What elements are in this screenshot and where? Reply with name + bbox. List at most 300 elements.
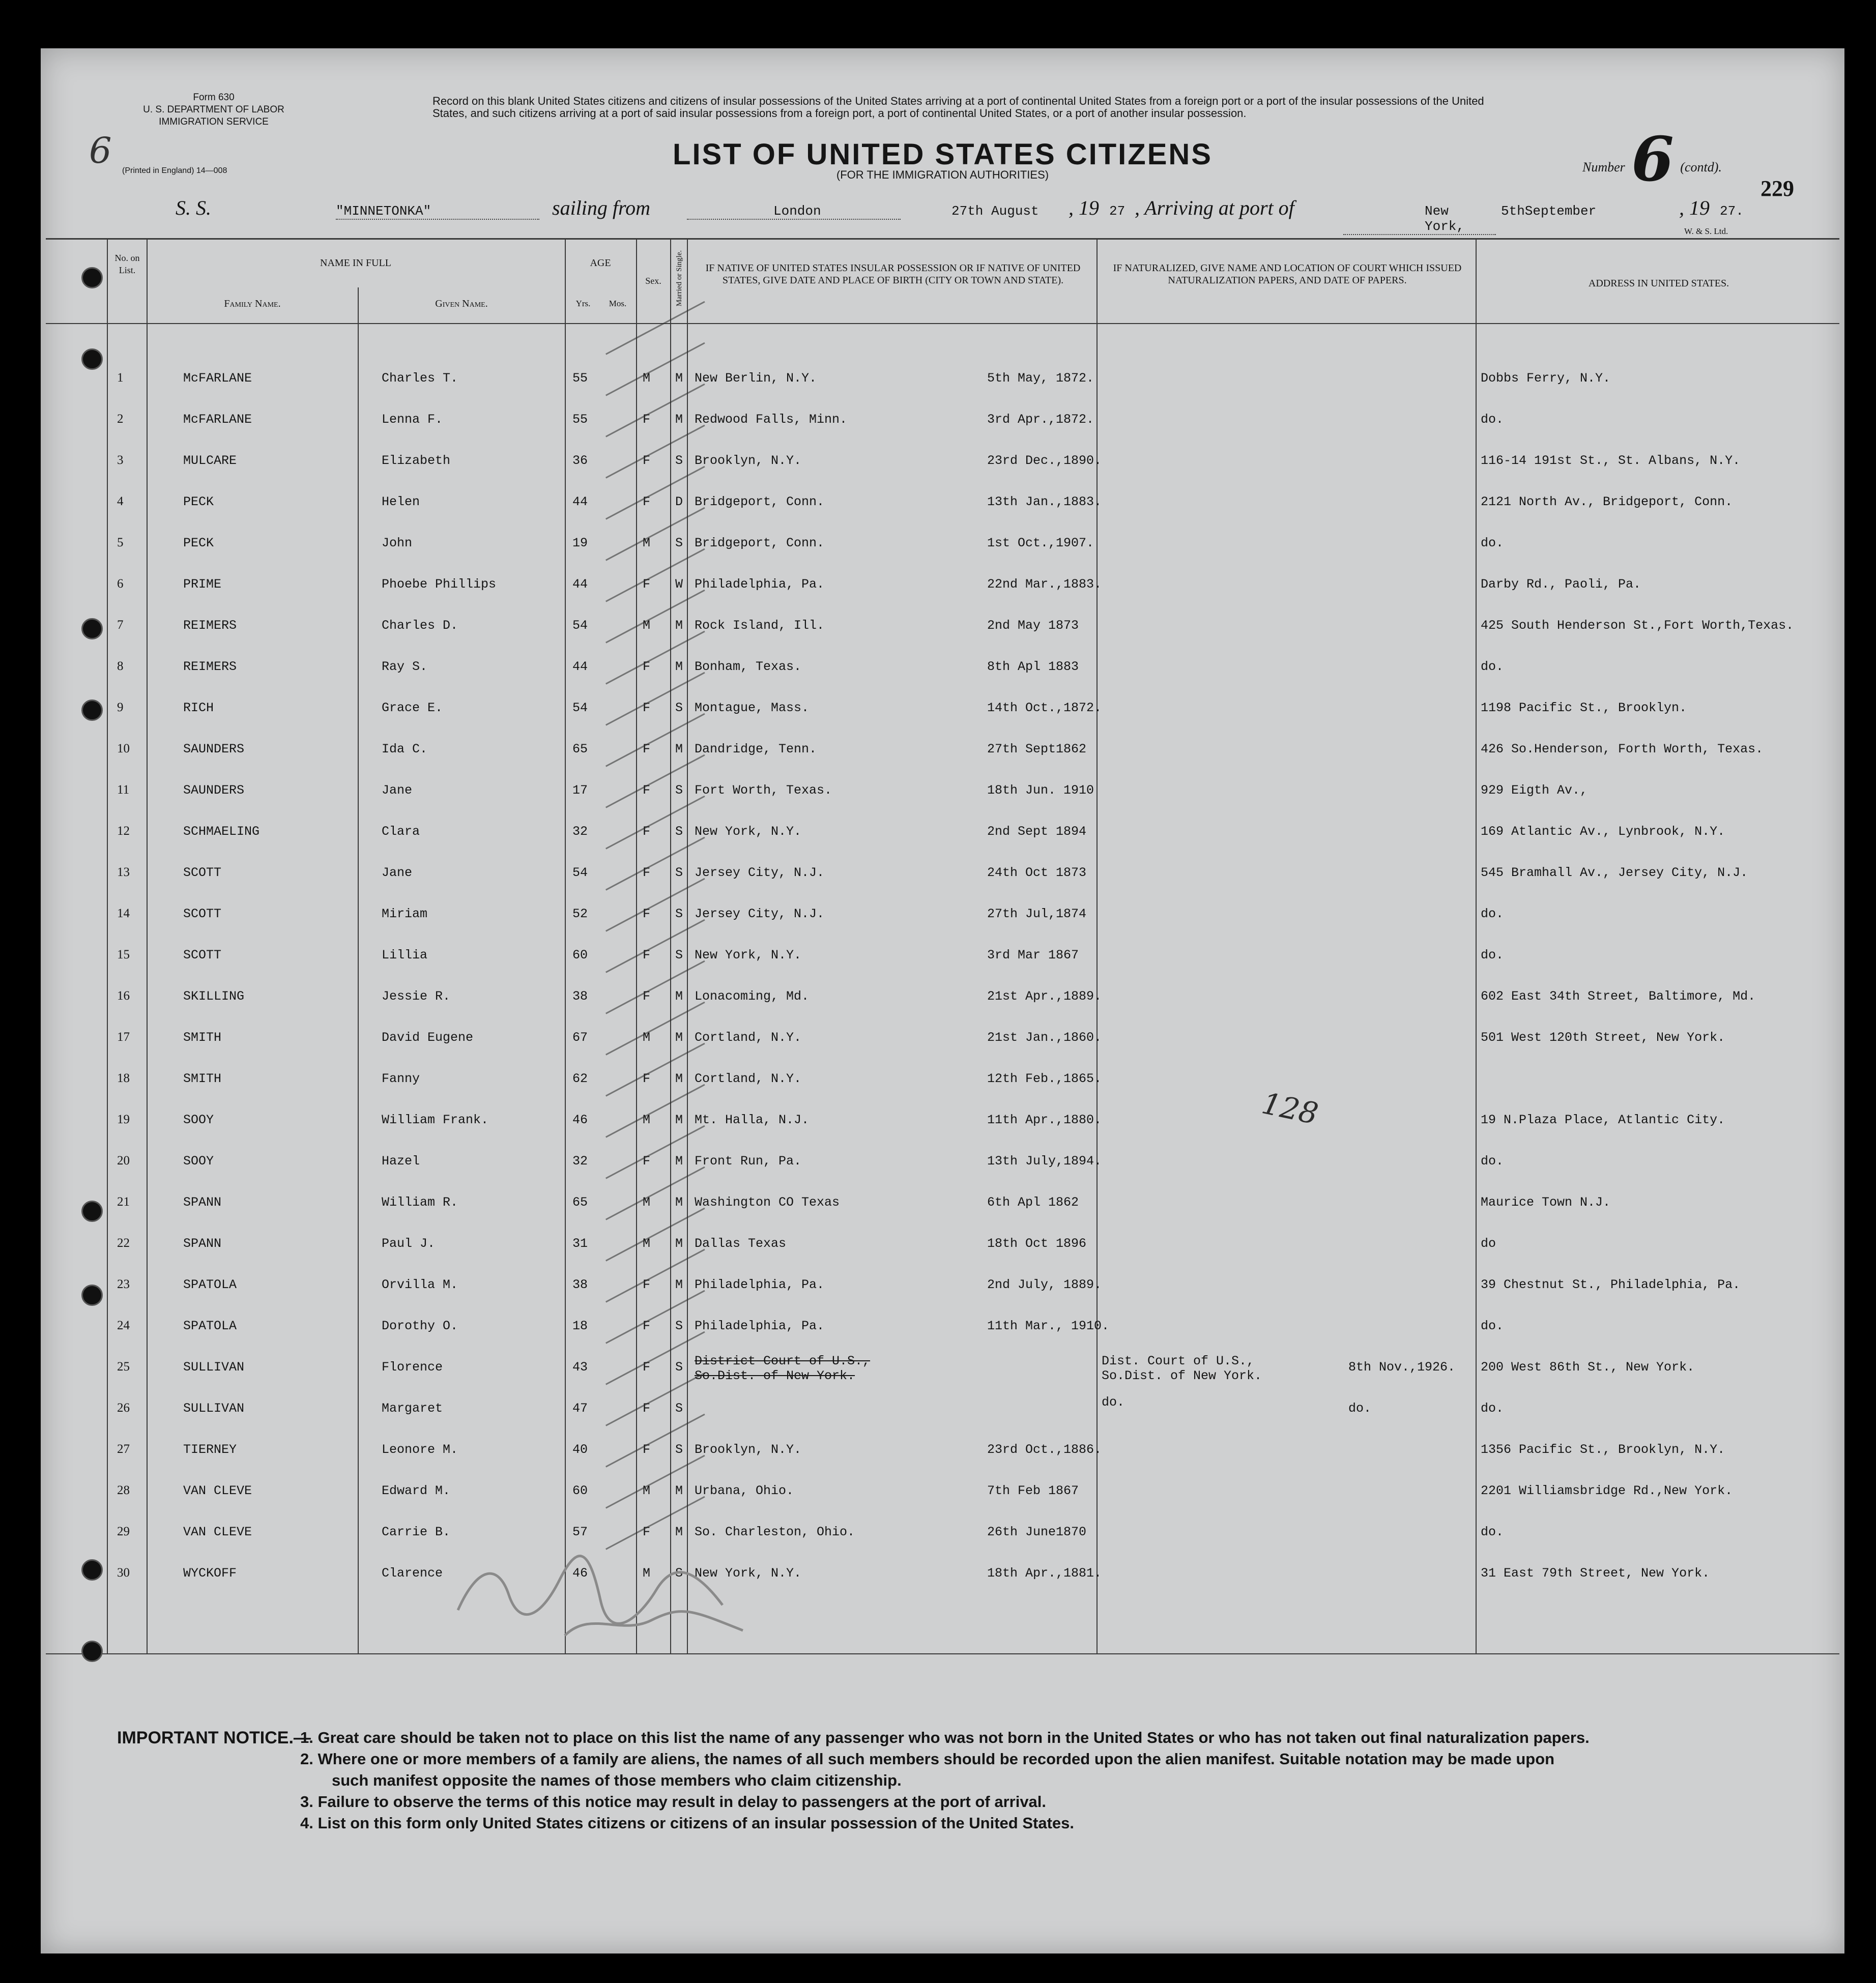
birth-date: 22nd Mar.,1883. [987,577,1102,592]
row-number: 23 [117,1277,130,1291]
family-name: PECK [183,494,214,509]
manifest-sheet [41,48,1844,1953]
punch-hole [81,699,103,721]
birth-place: Redwood Falls, Minn. [695,412,848,427]
birth-date: 3rd Mar 1867 [987,948,1079,963]
sex: F [643,659,651,674]
header-given-name: Given Name. [435,298,488,309]
marital-status: S [675,453,683,468]
given-name: Elizabeth [382,453,451,468]
birth-date: 21st Jan.,1860. [987,1030,1102,1045]
table-row [41,1549,1844,1590]
row-number: 24 [117,1319,130,1332]
sex: F [643,824,651,839]
year-prefix-2: , 19 [1679,196,1710,219]
family-name: VAN CLEVE [183,1483,252,1498]
table-row [41,1136,1844,1178]
marital-status: S [675,907,683,921]
marital-status: M [675,618,683,633]
sex: F [643,742,651,756]
row-number: 25 [117,1360,130,1374]
margin-note: 6 [89,130,112,171]
marital-status: M [675,1195,683,1210]
marital-status: M [675,742,683,756]
notice-item: 4. List on this form only United States citizens or citizens of an insular possession of the United States. [300,1814,1074,1832]
age-years: 17 [572,783,588,798]
age-years: 40 [572,1442,588,1457]
header-mos: Mos. [609,299,627,308]
marital-status: M [675,1483,683,1498]
year-2: 27. [1720,203,1744,219]
birth-date: 2nd May 1873 [987,618,1079,633]
family-name: PRIME [183,577,222,592]
us-address: Dobbs Ferry, N.Y. [1481,371,1611,386]
row-number: 30 [117,1566,130,1580]
birth-date: 27th Jul,1874 [987,907,1087,921]
marital-status: W [675,577,683,592]
us-address: 2201 Williamsbridge Rd.,New York. [1481,1483,1733,1498]
table-row [41,1178,1844,1219]
sex: M [643,1113,651,1127]
table-top-rule [46,238,1839,240]
given-name: William Frank. [382,1113,489,1127]
form-number: Form 630 [193,92,235,103]
number-suffix: (contd). [1680,160,1722,174]
birth-date: 12th Feb.,1865. [987,1071,1102,1086]
sex: F [643,1525,651,1539]
marital-status: S [675,783,683,798]
header-sex: Sex. [645,276,661,286]
family-name: SCOTT [183,865,222,880]
notice-items [300,1727,1590,1834]
us-address: do. [1481,1154,1504,1169]
family-name: SPANN [183,1195,222,1210]
marital-status: M [675,989,683,1004]
given-name: Clarence [382,1566,443,1581]
given-name: David Eugene [382,1030,474,1045]
birth-date: 2nd Sept 1894 [987,824,1087,839]
age-years: 46 [572,1566,588,1581]
family-name: McFARLANE [183,412,252,427]
arrival-date: 5thSeptember [1501,203,1597,219]
family-name: SPATOLA [183,1277,237,1292]
family-name: SCHMAELING [183,824,260,839]
us-address: 501 West 120th Street, New York. [1481,1030,1725,1045]
birth-place: Philadelphia, Pa. [695,1277,825,1292]
given-name: Lenna F. [382,412,443,427]
birth-place: Fort Worth, Texas. [695,783,832,798]
header-name-in-full: NAME IN FULL [320,257,391,269]
birth-place: So. Charleston, Ohio. [695,1525,855,1539]
given-name: John [382,536,413,550]
sex: M [643,1030,651,1045]
header-family-name: Family Name. [224,298,281,309]
birth-date: 27th Sept1862 [987,742,1087,756]
age-years: 19 [572,536,588,550]
page-number: 229 [1760,176,1794,201]
punch-hole [81,348,103,370]
header-naturalized: IF NATURALIZED, GIVE NAME AND LOCATION OF COURT WHICH ISSUED NATURALIZATION PAPERS, AND DATE OF PAPERS. [1113,263,1462,286]
sex: M [643,1483,651,1498]
row-number: 28 [117,1483,130,1497]
given-name: William R. [382,1195,458,1210]
given-name: Grace E. [382,701,443,715]
page-subtitle: (FOR THE IMMIGRATION AUTHORITIES) [836,168,1049,181]
birth-place: Bridgeport, Conn. [695,536,825,550]
marital-status: M [675,371,683,386]
marital-status: M [675,412,683,427]
sailing-label: sailing from [552,196,650,219]
table-row [41,1343,1844,1384]
marital-status: S [675,701,683,715]
table-row [41,1013,1844,1054]
us-address: Maurice Town N.J. [1481,1195,1611,1210]
row-number: 7 [117,618,124,632]
table-row [41,642,1844,683]
given-name: Phoebe Phillips [382,577,497,592]
row-number: 29 [117,1525,130,1538]
age-years: 54 [572,701,588,715]
age-years: 31 [572,1236,588,1251]
given-name: Helen [382,494,420,509]
family-name: SCOTT [183,948,222,963]
row-number: 20 [117,1154,130,1168]
table-row [41,518,1844,560]
age-years: 38 [572,989,588,1004]
birth-place: Cortland, N.Y. [695,1071,802,1086]
table-row [41,766,1844,807]
us-address: 2121 North Av., Bridgeport, Conn. [1481,494,1733,509]
table-row [41,724,1844,766]
number-label: Number [1582,160,1625,174]
sex: F [643,907,651,921]
form-block [117,92,310,128]
marital-status: M [675,1030,683,1045]
birth-place: Philadelphia, Pa. [695,577,825,592]
notice-label: IMPORTANT NOTICE.— [117,1728,311,1747]
sex: M [643,1195,651,1210]
record-instructions: Record on this blank United States citizens and citizens of insular possessions of the United States arriving at a port of continental United States from a foreign port or a port of the insular possessions of the United States, and such citizens arriving at a port of said insular possessions from a foreign port, a port of continental United States, or a port of another insular possession. [432,95,1484,120]
age-years: 44 [572,659,588,674]
marital-status: D [675,494,683,509]
age-years: 38 [572,1277,588,1292]
us-address: 1356 Pacific St., Brooklyn, N.Y. [1481,1442,1725,1457]
row-number: 11 [117,783,130,797]
birth-place: Bridgeport, Conn. [695,494,825,509]
age-years: 36 [572,453,588,468]
printed-note: (Printed in England) 14—008 [122,166,227,175]
row-number: 26 [117,1401,130,1415]
birth-place: Montague, Mass. [695,701,810,715]
printer-mark: W. & S. Ltd. [1684,226,1728,236]
table-row [41,889,1844,930]
row-number: 8 [117,659,124,673]
family-name: SOOY [183,1154,214,1169]
sex: F [643,1154,651,1169]
row-number: 17 [117,1030,130,1044]
us-address: do. [1481,659,1504,674]
table-row [41,848,1844,889]
age-years: 55 [572,412,588,427]
header-married-single: Married or Single. [675,250,683,307]
birth-place: Jersey City, N.J. [695,907,825,921]
row-number: 14 [117,907,130,920]
punch-hole [81,1201,103,1222]
given-name: Miriam [382,907,428,921]
given-name: Lillia [382,948,428,963]
table-row [41,601,1844,642]
table-row [41,1095,1844,1136]
sex: F [643,989,651,1004]
sex: F [643,1360,651,1375]
us-address: do [1481,1236,1496,1251]
naturalization-court: Dist. Court of U.S., So.Dist. of New York. [1102,1354,1262,1383]
given-name: Florence [382,1360,443,1375]
table-row [41,1219,1844,1260]
age-years: 65 [572,1195,588,1210]
sex: M [643,536,651,550]
given-name: Ida C. [382,742,428,756]
sex: F [643,783,651,798]
us-address: do. [1481,536,1504,550]
header-birth: IF NATIVE OF UNITED STATES INSULAR POSSESSION OR IF NATIVE OF UNITED STATES, GIVE DATE AND PLACE OF BIRTH (CITY OR TOWN AND STATE). [705,263,1081,286]
age-years: 32 [572,824,588,839]
birth-date: 7th Feb 1867 [987,1483,1079,1498]
arrival-port: New York, [1343,203,1496,235]
age-years: 55 [572,371,588,386]
family-name: WYCKOFF [183,1566,237,1581]
row-number: 10 [117,742,130,755]
given-name: Margaret [382,1401,443,1416]
birth-date: 11th Apr.,1880. [987,1113,1102,1127]
ss-label: S. S. [176,196,211,219]
family-name: MULCARE [183,453,237,468]
row-number: 19 [117,1113,130,1126]
notice-item: 3. Failure to observe the terms of this notice may result in delay to passengers at the port of arrival. [300,1793,1047,1811]
family-name: SULLIVAN [183,1360,245,1375]
birth-date: 13th July,1894. [987,1154,1102,1169]
us-address: 1198 Pacific St., Brooklyn. [1481,701,1687,715]
family-name: SPATOLA [183,1319,237,1333]
family-name: PECK [183,536,214,550]
family-name: SAUNDERS [183,742,245,756]
sail-date: 27th August [951,203,1039,219]
us-address: 602 East 34th Street, Baltimore, Md. [1481,989,1756,1004]
birth-place: Dallas Texas [695,1236,787,1251]
family-name: SOOY [183,1113,214,1127]
birth-place: Cortland, N.Y. [695,1030,802,1045]
row-number: 1 [117,371,124,385]
birth-date: 3rd Apr.,1872. [987,412,1094,427]
age-years: 44 [572,494,588,509]
header-yrs: Yrs. [575,299,591,308]
marital-status: M [675,1154,683,1169]
family-name: TIERNEY [183,1442,237,1457]
age-years: 54 [572,618,588,633]
sex: F [643,453,651,468]
age-years: 32 [572,1154,588,1169]
sex: F [643,1401,651,1416]
age-years: 57 [572,1525,588,1539]
header-no: No. on List. [114,253,140,275]
birth-place: Urbana, Ohio. [695,1483,794,1498]
marital-status: S [675,824,683,839]
sex: M [643,618,651,633]
birth-place: New York, N.Y. [695,948,802,963]
sex: F [643,1442,651,1457]
birth-place: New York, N.Y. [695,1566,802,1581]
family-name: SAUNDERS [183,783,245,798]
table-row [41,1425,1844,1466]
table-row [41,807,1844,848]
birth-place: Mt. Halla, N.J. [695,1113,810,1127]
table-row [41,560,1844,601]
form-service: IMMIGRATION SERVICE [159,116,269,127]
us-address: 39 Chestnut St., Philadelphia, Pa. [1481,1277,1741,1292]
birth-date: 26th June1870 [987,1525,1087,1539]
us-address: 19 N.Plaza Place, Atlantic City. [1481,1113,1725,1127]
punch-hole [81,1285,103,1306]
birth-date: 18th Oct 1896 [987,1236,1087,1251]
us-address: do. [1481,907,1504,921]
sex: F [643,865,651,880]
age-years: 46 [572,1113,588,1127]
birth-date: 18th Jun. 1910 [987,783,1094,798]
arriving-label: , Arriving at port of [1135,196,1294,219]
row-number: 18 [117,1071,130,1085]
birth-date: 23rd Oct.,1886. [987,1442,1102,1457]
birth-date: 5th May, 1872. [987,371,1094,386]
us-address: 200 West 86th St., New York. [1481,1360,1695,1375]
age-years: 65 [572,742,588,756]
birth-date: 6th Apl 1862 [987,1195,1079,1210]
given-name: Jessie R. [382,989,451,1004]
birth-place: Brooklyn, N.Y. [695,1442,802,1457]
marital-status: M [675,1236,683,1251]
birth-date: 8th Apl 1883 [987,659,1079,674]
birth-place: New York, N.Y. [695,824,802,839]
header-address: ADDRESS IN UNITED STATES. [1588,278,1729,289]
table-row [41,930,1844,972]
family-name: SPANN [183,1236,222,1251]
table-row [41,683,1844,724]
birth-place: Lonacoming, Md. [695,989,810,1004]
given-name: Charles T. [382,371,458,386]
age-years: 44 [572,577,588,592]
given-name: Paul J. [382,1236,436,1251]
table-row [41,1301,1844,1343]
age-years: 52 [572,907,588,921]
us-address: do. [1481,1525,1504,1539]
us-address: 929 Eigth Av., [1481,783,1588,798]
birth-date: 24th Oct 1873 [987,865,1087,880]
age-years: 62 [572,1071,588,1086]
family-name: REIMERS [183,659,237,674]
birth-date: 1st Oct.,1907. [987,536,1094,550]
notice-item: such manifest opposite the names of those members who claim citizenship. [332,1771,902,1789]
birth-date: 23rd Dec.,1890. [987,453,1102,468]
birth-place: Bonham, Texas. [695,659,802,674]
marital-status: M [675,1113,683,1127]
year-1: 27 [1109,203,1125,219]
row-number: 27 [117,1442,130,1456]
sex: F [643,494,651,509]
table-row [41,1466,1844,1507]
marital-status: M [675,1071,683,1086]
family-name: VAN CLEVE [183,1525,252,1539]
family-name: REIMERS [183,618,237,633]
table-row [41,436,1844,477]
table-row [41,1507,1844,1549]
us-address: 425 South Henderson St.,Fort Worth,Texas. [1481,618,1794,633]
birth-place: Philadelphia, Pa. [695,1319,825,1333]
given-name: Leonore M. [382,1442,458,1457]
family-name: SMITH [183,1071,222,1086]
row-number: 15 [117,948,130,961]
table-row [41,1384,1844,1425]
us-address: do. [1481,1319,1504,1333]
sex: F [643,1071,651,1086]
marital-status: M [675,1277,683,1292]
birth-place: District Court of U.S., So.Dist. of New York. [695,1354,871,1383]
punch-hole [81,1559,103,1581]
annotation-128: 128 [1259,1086,1321,1131]
birth-date: 18th Apr.,1881. [987,1566,1102,1581]
notice-item: 2. Where one or more members of a family are aliens, the names of all such members should be recorded upon the alien manifest. Suitable notation may be made upon [300,1750,1555,1768]
notice-item: 1. Great care should be taken not to place on this list the name of any passenger who was not born in the United States or who has not taken out final naturalization papers. [300,1729,1590,1746]
punch-hole [81,618,103,639]
page-title: LIST OF UNITED STATES CITIZENS [673,138,1213,171]
given-name: Ray S. [382,659,428,674]
us-address: 426 So.Henderson, Forth Worth, Texas. [1481,742,1764,756]
table-row [41,395,1844,436]
marital-status: M [675,659,683,674]
marital-status: S [675,1401,683,1416]
birth-place: Washington CO Texas [695,1195,840,1210]
birth-place: New Berlin, N.Y. [695,371,817,386]
us-address: 169 Atlantic Av., Lynbrook, N.Y. [1481,824,1725,839]
row-number: 9 [117,701,124,714]
header-age: AGE [590,257,611,269]
us-address: do. [1481,948,1504,963]
age-years: 54 [572,865,588,880]
birth-date: 13th Jan.,1883. [987,494,1102,509]
family-name: SCOTT [183,907,222,921]
given-name: Dorothy O. [382,1319,458,1333]
given-name: Hazel [382,1154,420,1169]
row-number: 21 [117,1195,130,1209]
naturalization-court: do. [1102,1395,1125,1410]
us-address: 116-14 191st St., St. Albans, N.Y. [1481,453,1741,468]
row-number: 22 [117,1236,130,1250]
given-name: Clara [382,824,420,839]
marital-status: S [675,1442,683,1457]
given-name: Orvilla M. [382,1277,458,1292]
age-years: 60 [572,948,588,963]
sex: M [643,1566,651,1581]
row-number: 5 [117,536,124,549]
us-address: 31 East 79th Street, New York. [1481,1566,1710,1581]
marital-status: S [675,865,683,880]
family-name: SKILLING [183,989,245,1004]
naturalization-date: do. [1348,1401,1372,1416]
age-years: 67 [572,1030,588,1045]
us-address: do. [1481,1401,1504,1416]
ship-name: "MINNETONKA" [336,203,539,220]
family-name: SULLIVAN [183,1401,245,1416]
naturalization-date: 8th Nov.,1926. [1348,1360,1456,1375]
marital-status: S [675,1360,683,1375]
